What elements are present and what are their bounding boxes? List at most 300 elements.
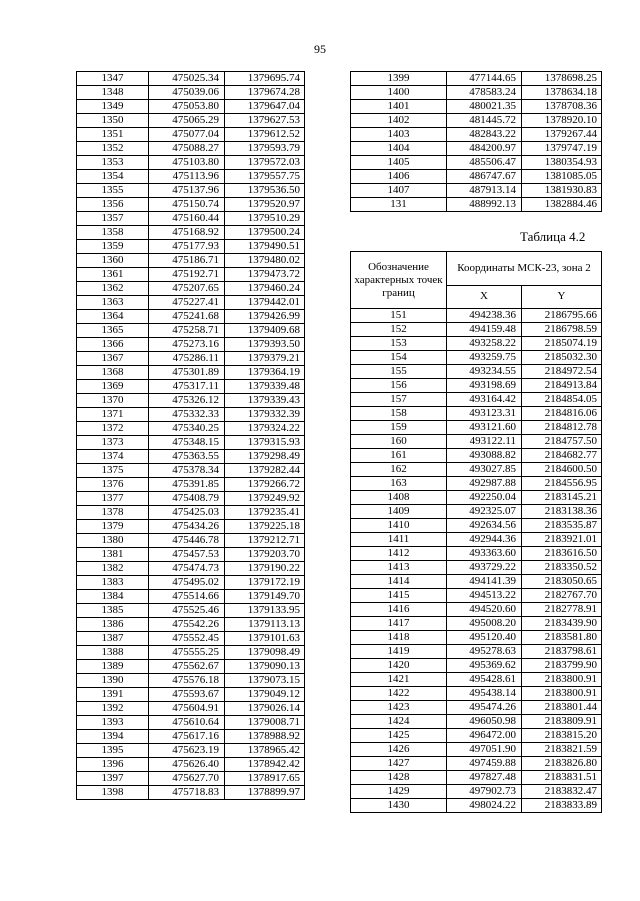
y-coordinate-cell: 2186798.59 [522,323,602,337]
point-number-cell: 1428 [351,771,447,785]
y-coordinate-cell: 1379393.50 [225,338,305,352]
y-coordinate-cell: 1379282.44 [225,464,305,478]
table-row [77,212,305,226]
table-row [351,519,602,533]
y-coordinate-cell: 1379113.13 [225,618,305,632]
table-row [77,296,305,310]
y-coordinate-cell: 1379695.74 [225,72,305,86]
x-coordinate-cell: 493123.31 [447,407,522,421]
point-number-cell: 1402 [351,114,447,128]
point-number-cell: 1373 [77,436,149,450]
table-row [351,505,602,519]
x-coordinate-cell: 492634.56 [447,519,522,533]
x-coordinate-cell: 475168.92 [149,226,225,240]
table-row [77,240,305,254]
point-number-cell: 1401 [351,100,447,114]
x-coordinate-cell: 484200.97 [447,142,522,156]
table-row [351,463,602,477]
x-coordinate-cell: 475192.71 [149,268,225,282]
point-number-cell: 1416 [351,603,447,617]
table-row [351,757,602,771]
y-coordinate-cell: 1379212.71 [225,534,305,548]
table-row [351,407,602,421]
x-coordinate-cell: 475340.25 [149,422,225,436]
table-caption: Таблица 4.2 [520,229,586,244]
y-coordinate-cell: 2183535.87 [522,519,602,533]
y-coordinate-cell: 1379203.70 [225,548,305,562]
y-coordinate-cell: 1378899.97 [225,786,305,800]
x-coordinate-cell: 493729.22 [447,561,522,575]
table-row [351,631,602,645]
x-coordinate-cell: 475025.34 [149,72,225,86]
x-header: X [447,285,522,308]
y-coordinate-cell: 1379426.99 [225,310,305,324]
x-coordinate-cell: 475241.68 [149,310,225,324]
table-row [77,660,305,674]
table-row [351,701,602,715]
table-row [77,576,305,590]
x-coordinate-cell: 493088.82 [447,449,522,463]
y-coordinate-cell: 1379647.04 [225,100,305,114]
point-number-cell: 1354 [77,170,149,184]
x-coordinate-cell: 482843.22 [447,128,522,142]
x-coordinate-cell: 497827.48 [447,771,522,785]
x-coordinate-cell: 475150.74 [149,198,225,212]
y-coordinate-cell: 2183833.89 [522,799,602,813]
table-row [77,632,305,646]
x-coordinate-cell: 475332.33 [149,408,225,422]
point-number-cell: 1414 [351,575,447,589]
y-coordinate-cell: 1379090.13 [225,660,305,674]
y-coordinate-cell: 2182767.70 [522,589,602,603]
x-coordinate-cell: 481445.72 [447,114,522,128]
table-row [77,548,305,562]
x-coordinate-cell: 475610.64 [149,716,225,730]
point-number-cell: 1360 [77,254,149,268]
table-row [77,702,305,716]
point-number-cell: 1349 [77,100,149,114]
y-coordinate-cell: 1379073.15 [225,674,305,688]
y-coordinate-cell: 1379364.19 [225,366,305,380]
y-coordinate-cell: 1379149.70 [225,590,305,604]
table-row [77,100,305,114]
x-coordinate-cell: 475113.96 [149,170,225,184]
x-coordinate-cell: 494513.22 [447,589,522,603]
point-number-cell: 1421 [351,673,447,687]
x-coordinate-cell: 498024.22 [447,799,522,813]
x-coordinate-cell: 492250.04 [447,491,522,505]
table-row [351,561,602,575]
point-number-cell: 1415 [351,589,447,603]
y-coordinate-cell: 2183145.21 [522,491,602,505]
table-row [351,114,602,128]
table-row [77,506,305,520]
y-coordinate-cell: 1379324.22 [225,422,305,436]
point-number-cell: 1366 [77,338,149,352]
table-row [351,323,602,337]
x-coordinate-cell: 495369.62 [447,659,522,673]
y-coordinate-cell: 1379473.72 [225,268,305,282]
table-row [77,72,305,86]
y-coordinate-cell: 1381085.05 [522,170,602,184]
point-number-cell: 1396 [77,758,149,772]
point-number-cell: 1368 [77,366,149,380]
table-row [351,673,602,687]
table-row [77,268,305,282]
y-coordinate-cell: 1378698.25 [522,72,602,86]
x-coordinate-cell: 475286.11 [149,352,225,366]
point-number-cell: 1418 [351,631,447,645]
y-coordinate-cell: 2184556.95 [522,477,602,491]
y-coordinate-cell: 1379298.49 [225,450,305,464]
point-number-cell: 1352 [77,142,149,156]
point-number-cell: 153 [351,337,447,351]
point-number-cell: 1395 [77,744,149,758]
y-coordinate-cell: 1379627.53 [225,114,305,128]
x-coordinate-cell: 475542.26 [149,618,225,632]
point-number-cell: 1350 [77,114,149,128]
x-coordinate-cell: 475363.55 [149,450,225,464]
y-coordinate-cell: 2186795.66 [522,309,602,323]
y-header: Y [522,285,602,308]
y-coordinate-cell: 1379572.03 [225,156,305,170]
x-coordinate-cell: 485506.47 [447,156,522,170]
y-coordinate-cell: 1379442.01 [225,296,305,310]
point-number-cell: 1400 [351,86,447,100]
point-number-cell: 1371 [77,408,149,422]
x-coordinate-cell: 495438.14 [447,687,522,701]
table-row [351,575,602,589]
point-number-cell: 1413 [351,561,447,575]
point-number-cell: 1374 [77,450,149,464]
table-row [77,646,305,660]
point-number-cell: 1394 [77,730,149,744]
point-number-cell: 1407 [351,184,447,198]
x-coordinate-cell: 475562.67 [149,660,225,674]
table-row [77,590,305,604]
y-coordinate-cell: 1379190.22 [225,562,305,576]
point-number-cell: 1386 [77,618,149,632]
table-row [77,520,305,534]
y-coordinate-cell: 2183800.91 [522,673,602,687]
x-coordinate-cell: 475053.80 [149,100,225,114]
point-number-cell: 1380 [77,534,149,548]
point-number-cell: 1367 [77,352,149,366]
x-coordinate-cell: 486747.67 [447,170,522,184]
y-coordinate-cell: 1379008.71 [225,716,305,730]
table-row [77,380,305,394]
x-coordinate-cell: 494141.39 [447,575,522,589]
x-coordinate-cell: 497051.90 [447,743,522,757]
x-coordinate-cell: 494520.60 [447,603,522,617]
y-coordinate-cell: 1379520.97 [225,198,305,212]
table-row [77,184,305,198]
x-coordinate-cell: 475457.53 [149,548,225,562]
y-coordinate-cell: 2183138.36 [522,505,602,519]
x-coordinate-cell: 478583.24 [447,86,522,100]
y-coordinate-cell: 1378942.42 [225,758,305,772]
y-coordinate-cell: 2183831.51 [522,771,602,785]
x-coordinate-cell: 475617.16 [149,730,225,744]
y-coordinate-cell: 2184682.77 [522,449,602,463]
point-number-cell: 1392 [77,702,149,716]
y-coordinate-cell: 2183832.47 [522,785,602,799]
x-coordinate-cell: 475258.71 [149,324,225,338]
table-row [351,421,602,435]
table-row [351,603,602,617]
point-number-cell: 1357 [77,212,149,226]
point-number-cell: 1408 [351,491,447,505]
y-coordinate-cell: 2184913.84 [522,379,602,393]
x-coordinate-cell: 475718.83 [149,786,225,800]
table-row [77,86,305,100]
point-number-cell: 151 [351,309,447,323]
x-coordinate-cell: 497459.88 [447,757,522,771]
y-coordinate-cell: 2183921.01 [522,533,602,547]
point-number-cell: 1359 [77,240,149,254]
y-coordinate-cell: 2183815.20 [522,729,602,743]
table-row [351,477,602,491]
y-coordinate-cell: 1379480.02 [225,254,305,268]
table-row [351,142,602,156]
y-coordinate-cell: 1379500.24 [225,226,305,240]
table-row [351,337,602,351]
table-row [351,645,602,659]
table-row [77,618,305,632]
y-coordinate-cell: 2183798.61 [522,645,602,659]
table-row [351,351,602,365]
point-number-cell: 1384 [77,590,149,604]
point-number-cell: 1417 [351,617,447,631]
point-number-cell: 154 [351,351,447,365]
table-row [351,184,602,198]
point-number-cell: 1372 [77,422,149,436]
y-coordinate-cell: 1379249.92 [225,492,305,506]
x-coordinate-cell: 475301.89 [149,366,225,380]
x-coordinate-cell: 475408.79 [149,492,225,506]
point-number-cell: 152 [351,323,447,337]
point-number-cell: 1375 [77,464,149,478]
right-top-coordinates-table [350,71,602,212]
table-row [77,170,305,184]
point-number-cell: 1427 [351,757,447,771]
table-row [351,729,602,743]
table-row [351,86,602,100]
point-number-cell: 1363 [77,296,149,310]
point-number-cell: 1422 [351,687,447,701]
y-coordinate-cell: 1379225.18 [225,520,305,534]
point-number-cell: 1378 [77,506,149,520]
x-coordinate-cell: 475088.27 [149,142,225,156]
point-number-cell: 1351 [77,128,149,142]
y-coordinate-cell: 1379536.50 [225,184,305,198]
y-coordinate-cell: 1379612.52 [225,128,305,142]
table-row [77,730,305,744]
y-coordinate-cell: 2183616.50 [522,547,602,561]
y-coordinate-cell: 1379747.19 [522,142,602,156]
table-row [77,422,305,436]
y-coordinate-cell: 1379266.72 [225,478,305,492]
x-coordinate-cell: 475186.71 [149,254,225,268]
table-row [77,772,305,786]
table-row [351,100,602,114]
point-number-cell: 1377 [77,492,149,506]
point-number-cell: 1430 [351,799,447,813]
x-coordinate-cell: 475425.03 [149,506,225,520]
x-coordinate-cell: 493259.75 [447,351,522,365]
y-coordinate-cell: 2183439.90 [522,617,602,631]
y-coordinate-cell: 2183809.91 [522,715,602,729]
table-row [351,771,602,785]
y-coordinate-cell: 2183801.44 [522,701,602,715]
table-row [351,533,602,547]
y-coordinate-cell: 2184600.50 [522,463,602,477]
x-coordinate-cell: 475065.29 [149,114,225,128]
y-coordinate-cell: 1382884.46 [522,198,602,212]
point-number-cell: 1405 [351,156,447,170]
table-row [77,478,305,492]
y-coordinate-cell: 1379133.95 [225,604,305,618]
x-coordinate-cell: 494238.36 [447,309,522,323]
point-number-cell: 1365 [77,324,149,338]
table-row [351,156,602,170]
y-coordinate-cell: 2185032.30 [522,351,602,365]
x-coordinate-cell: 497902.73 [447,785,522,799]
y-coordinate-cell: 1379101.63 [225,632,305,646]
x-coordinate-cell: 495120.40 [447,631,522,645]
point-number-cell: 1364 [77,310,149,324]
y-coordinate-cell: 1379490.51 [225,240,305,254]
y-coordinate-cell: 2184812.78 [522,421,602,435]
y-coordinate-cell: 1379674.28 [225,86,305,100]
point-number-cell: 1403 [351,128,447,142]
point-number-cell: 159 [351,421,447,435]
point-number-cell: 1391 [77,688,149,702]
x-coordinate-cell: 475474.73 [149,562,225,576]
point-number-cell: 162 [351,463,447,477]
y-coordinate-cell: 1379339.48 [225,380,305,394]
point-number-cell: 1426 [351,743,447,757]
table-row [77,786,305,800]
table-row [77,562,305,576]
point-number-cell: 158 [351,407,447,421]
x-coordinate-cell: 487913.14 [447,184,522,198]
table-row [77,744,305,758]
x-coordinate-cell: 475495.02 [149,576,225,590]
table-row [77,716,305,730]
point-number-cell: 1397 [77,772,149,786]
point-number-cell: 1369 [77,380,149,394]
y-coordinate-cell: 1378708.36 [522,100,602,114]
point-number-cell: 1387 [77,632,149,646]
point-number-cell: 1410 [351,519,447,533]
point-number-cell: 157 [351,393,447,407]
left-coordinates-table [76,71,305,800]
point-number-cell: 1399 [351,72,447,86]
x-coordinate-cell: 495474.26 [447,701,522,715]
table-row [77,156,305,170]
y-coordinate-cell: 2183350.52 [522,561,602,575]
point-number-cell: 1398 [77,786,149,800]
y-coordinate-cell: 1379409.68 [225,324,305,338]
table-row [351,435,602,449]
y-coordinate-cell: 2184854.05 [522,393,602,407]
table-row [351,379,602,393]
x-coordinate-cell: 475378.34 [149,464,225,478]
x-coordinate-cell: 475391.85 [149,478,225,492]
y-coordinate-cell: 1379339.43 [225,394,305,408]
point-number-cell: 1385 [77,604,149,618]
point-number-cell: 1404 [351,142,447,156]
x-coordinate-cell: 475326.12 [149,394,225,408]
table-row [77,352,305,366]
x-coordinate-cell: 493234.55 [447,365,522,379]
table-row [77,226,305,240]
y-coordinate-cell: 1379379.21 [225,352,305,366]
x-coordinate-cell: 493121.60 [447,421,522,435]
table-row [77,492,305,506]
x-coordinate-cell: 475627.70 [149,772,225,786]
table-row [351,491,602,505]
x-coordinate-cell: 493122.11 [447,435,522,449]
y-coordinate-cell: 1379098.49 [225,646,305,660]
point-number-cell: 1425 [351,729,447,743]
table-row [351,617,602,631]
table-row [77,198,305,212]
table-row [77,338,305,352]
table-row [351,170,602,184]
point-number-cell: 1411 [351,533,447,547]
y-coordinate-cell: 2184757.50 [522,435,602,449]
x-coordinate-cell: 494159.48 [447,323,522,337]
table-row [77,282,305,296]
point-number-cell: 1429 [351,785,447,799]
x-coordinate-cell: 475273.16 [149,338,225,352]
table-row [77,394,305,408]
point-number-cell: 1393 [77,716,149,730]
y-coordinate-cell: 1378920.10 [522,114,602,128]
table-row [351,743,602,757]
point-number-cell: 1356 [77,198,149,212]
table-row [77,688,305,702]
point-number-cell: 1423 [351,701,447,715]
table-row [77,534,305,548]
x-coordinate-cell: 496050.98 [447,715,522,729]
x-coordinate-cell: 477144.65 [447,72,522,86]
point-number-cell: 155 [351,365,447,379]
y-coordinate-cell: 2184816.06 [522,407,602,421]
table-row [77,324,305,338]
x-coordinate-cell: 488992.13 [447,198,522,212]
x-coordinate-cell: 475623.19 [149,744,225,758]
y-coordinate-cell: 1379557.75 [225,170,305,184]
y-coordinate-cell: 2183826.80 [522,757,602,771]
table-row [77,310,305,324]
y-coordinate-cell: 1379049.12 [225,688,305,702]
point-number-cell: 1390 [77,674,149,688]
table-row [351,589,602,603]
point-number-cell: 1355 [77,184,149,198]
x-coordinate-cell: 475077.04 [149,128,225,142]
x-coordinate-cell: 475604.91 [149,702,225,716]
point-number-cell: 1362 [77,282,149,296]
point-number-cell: 1370 [77,394,149,408]
right-bottom-coordinates-table [350,251,602,813]
point-number-cell: 1424 [351,715,447,729]
table-row [351,198,602,212]
y-coordinate-cell: 2183821.59 [522,743,602,757]
x-coordinate-cell: 475348.15 [149,436,225,450]
